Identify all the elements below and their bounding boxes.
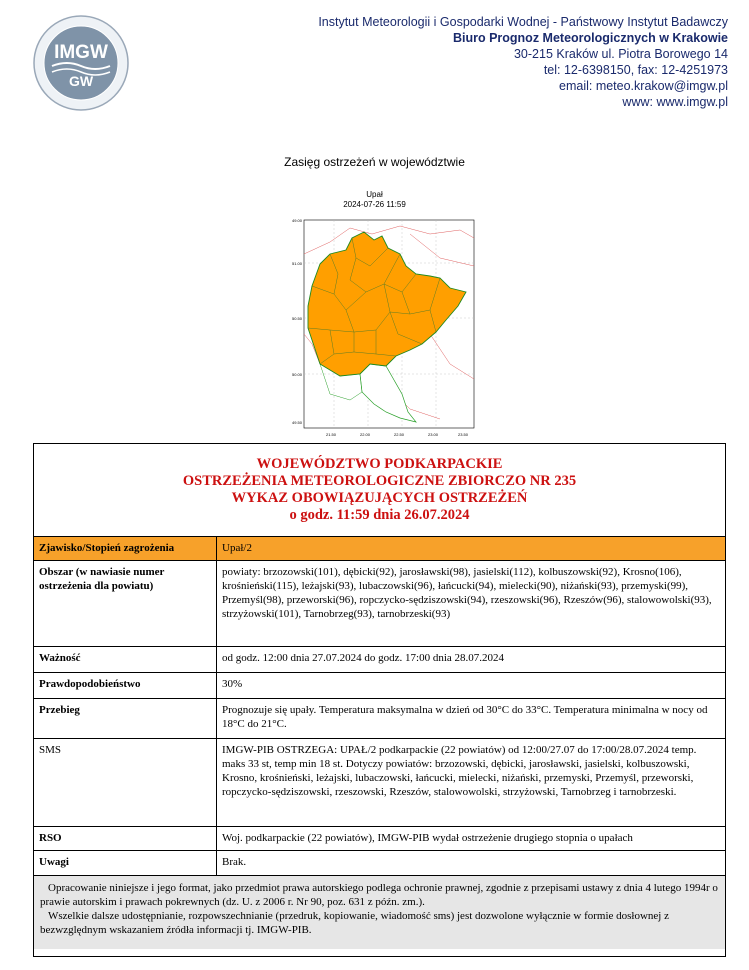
table-row [34,739,725,827]
notes-label: Uwagi [34,851,217,875]
rso-label: RSO [34,827,217,851]
table-row [34,827,725,851]
institute-header [318,14,728,110]
sms-label: SMS [34,739,217,827]
copyright-text: Opracowanie niniejsze i jego format, jako przedmiot prawa autorskiego podlega ochronie prawnej, zgodnie z przepisami ustawy z dnia 4 lutego 1994r o prawie autorskim i prawach pokrewnych (dz. U. z 2006 r. Nr 90, poz. 631 z późn. zm.). [40,881,718,908]
map-y-tick: 51.00 [292,261,303,266]
table-row [34,647,725,673]
phone: tel: 12-6398150, fax: 12-4251973 [543,63,728,77]
map-x-tick: 23.50 [458,432,469,437]
map-x-tick: 22.50 [394,432,405,437]
sms-value: IMGW-PIB OSTRZEGA: UPAŁ/2 podkarpackie (22 powiatów) od 12:00/27.07 do 17:00/28.07.2024 temp. maks 33 st, temp min 18 st. Dotyczy powiatów: brzozowski, dębicki, jarosławski, jasielski, kolbuszowski, Krosno, krośnieński, leżajski, lubaczowski, łańcucki, mielecki, niżański, przemyski, Przemyśl, przeworski, ropczycko-sędziszowski, rzeszowski, Rzeszów, stalowowolski, strzyżowski, Tarnobrzeg i tarnobrzeski. [217,739,726,827]
map-x-tick: 21.50 [326,432,337,437]
phenomenon-value: Upał/2 [217,537,726,561]
warning-number: OSTRZEŻENIA METEOROLOGICZNE ZBIORCZO NR 235 [182,473,577,489]
table-row [34,851,725,875]
notes-value: Brak. [217,851,726,875]
www-link[interactable]: www: www.imgw.pl [622,95,728,109]
warning-map [290,214,480,440]
probability-label: Prawdopodobieństwo [34,673,217,699]
rso-value: Woj. podkarpackie (22 powiatów), IMGW-PIB wydał ostrzeżenie drugiego stopnia o upałach [217,827,726,851]
address: 30-215 Kraków ul. Piotra Borowego 14 [513,47,728,61]
warning-list-title: WYKAZ OBOWIĄZUJĄCYCH OSTRZEŻEŃ [231,490,528,506]
table-row [34,699,725,739]
warning-document [33,443,726,957]
email-link[interactable]: email: meteo.krakow@imgw.pl [559,79,728,93]
table-row [34,673,725,699]
course-value: Prognozuje się upały. Temperatura maksymalna w dzień od 30°C do 33°C. Temperatura minimalna w nocy od 18°C do 21°C. [217,699,726,739]
map-x-tick: 23.00 [428,432,439,437]
bureau-name: Biuro Prognoz Meteorologicznych w Krakowie [452,31,728,45]
map-caption [0,190,749,210]
imgw-logo [32,14,130,112]
logo-text: IMGW [54,42,108,63]
institute-name: Instytut Meteorologii i Gospodarki Wodnej - Państwowy Instytut Badawczy [318,15,728,29]
map-y-tick: 50.50 [292,316,303,321]
svg-text:GW: GW [68,73,94,89]
area-label: Obszar (w nawiasie numer ostrzeżenia dla powiatu) [34,561,217,647]
warning-region: WOJEWÓDZTWO PODKARPACKIE [256,456,503,472]
map-x-tick: 22.00 [360,432,371,437]
validity-label: Ważność [34,647,217,673]
map-y-tick: 49.50 [292,420,303,425]
course-label: Przebieg [34,699,217,739]
validity-value: od godz. 12:00 dnia 27.07.2024 do godz. 17:00 dnia 28.07.2024 [217,647,726,673]
table-row [34,537,725,561]
warning-table [34,536,725,875]
warning-timestamp: o godz. 11:59 dnia 26.07.2024 [289,507,470,523]
map-caption-date: 2024-07-26 11:59 [343,200,406,209]
page-subtitle: Zasięg ostrzeżeń w województwie [284,155,465,169]
warning-heading [34,444,725,536]
copyright-footer [34,875,725,949]
distribution-text: Wszelkie dalsze udostępnianie, rozpowszechnianie (przedruk, kopiowanie, wiadomość sms) jest dozwolone wyłącznie w formie dosłownej z bezwzględnym wskazaniem źródła informacji tj. IMGW-PIB. [40,909,669,936]
probability-value: 30% [217,673,726,699]
map-y-tick: 49.00 [292,218,303,223]
map-caption-title: Upał [366,190,383,199]
table-row [34,561,725,647]
phenomenon-label: Zjawisko/Stopień zagrożenia [34,537,217,561]
area-value: powiaty: brzozowski(101), dębicki(92), jarosławski(98), jasielski(112), kolbuszowski(92), Krosno(106), krośnieński(115), leżajski(93), lubaczowski(96), łańcucki(94), mielecki(90), niżański(93), przemyski(99), Przemyśl(98), przeworski(96), ropczycko-sędziszowski(94), rzeszowski(96), Rzeszów(96), stalowowolski(93), strzyżowski(101), Tarnobrzeg(93), tarnobrzeski(93) [217,561,726,647]
map-y-tick: 50.00 [292,372,303,377]
